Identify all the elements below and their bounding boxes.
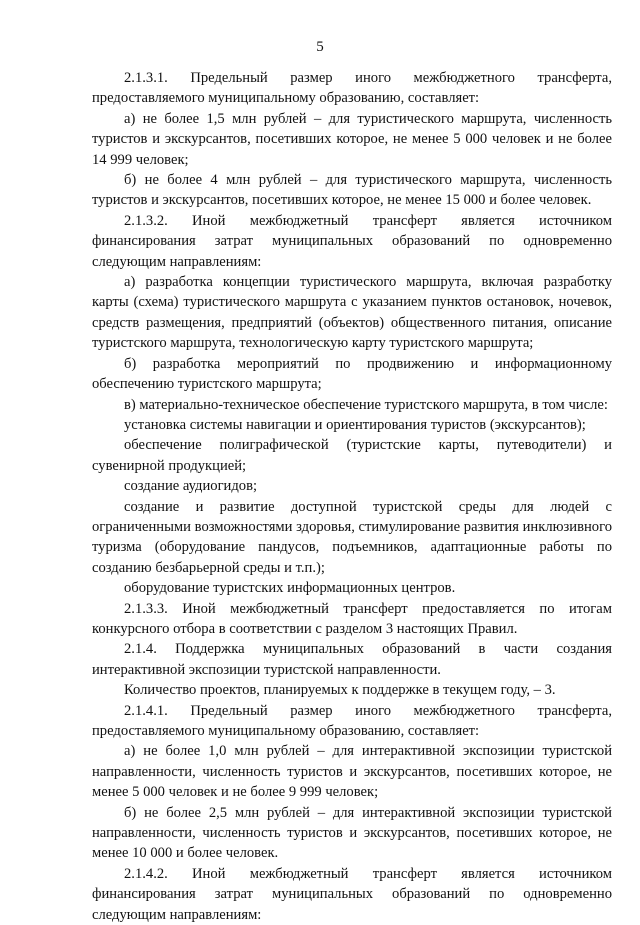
paragraph-audioguides: создание аудиогидов; xyxy=(124,478,258,495)
paragraph-item-v-material: в) материально-техническое обеспечение туристского маршрута, в том числе: xyxy=(124,396,608,413)
page-number: 5 xyxy=(316,39,324,55)
paragraph-item-a-concept: а) разработка концепции туристического маршрута, включая разработку карты (схема) туристического маршрута с указанием пунктов остановок, ночевок, средств размещения, предприятий (объектов) общественного питания, описание туристского маршрута, технологическую карту туристского маршрута; xyxy=(92,274,612,352)
paragraph-2-1-3-3: 2.1.3.3. Иной межбюджетный трансферт предоставляется по итогам конкурсного отбора в соответствии с разделом 3 настоящих Правил. xyxy=(92,600,612,637)
paragraph-info-centers: оборудование туристских информационных центров. xyxy=(124,580,456,597)
paragraph-item-b-2-5mln: б) не более 2,5 млн рублей – для интерактивной экспозиции туристской направленности, численность туристов и экскурсантов, посетивших которое, не менее 10 000 и более человек. xyxy=(92,804,612,862)
paragraph-item-a-1-5mln: а) не более 1,5 млн рублей – для туристического маршрута, численность туристов и экскурсантов, посетивших которое, не менее 5 000 человек и не более 14 999 человек; xyxy=(92,110,612,168)
paragraph-navigation: установка системы навигации и ориентирования туристов (экскурсантов); xyxy=(124,416,586,433)
paragraph-2-1-4: 2.1.4. Поддержка муниципальных образований в части создания интерактивной экспозиции туристской направленности. xyxy=(92,641,612,678)
paragraph-item-b-promotion: б) разработка мероприятий по продвижению и информационному обеспечению туристского маршрута; xyxy=(92,355,612,393)
paragraph-2-1-3-2: 2.1.3.2. Иной межбюджетный трансферт является источником финансирования затрат муниципальных образований по одновременно следующим направлениям: xyxy=(92,212,612,270)
paragraph-printing: обеспечение полиграфической (туристские карты, путеводители) и сувенирной продукцией; xyxy=(92,437,612,474)
paragraph-2-1-4-2: 2.1.4.2. Иной межбюджетный трансферт является источником финансирования затрат муниципальных образований по одновременно следующим направлениям: xyxy=(92,865,612,923)
document-body xyxy=(92,68,612,925)
paragraph-2-1-4-1: 2.1.4.1. Предельный размер иного межбюджетного трансферта, предоставляемого муниципальному образованию, составляет: xyxy=(92,702,612,739)
paragraph-item-b-4mln: б) не более 4 млн рублей – для туристического маршрута, численность туристов и экскурсантов, посетивших которое, не менее 15 000 и более человек. xyxy=(92,172,612,209)
paragraph-accessible-environment: создание и развитие доступной туристской среды для людей с ограниченными возможностями здоровья, стимулирование развития инклюзивного туризма (оборудование пандусов, подъемников, адаптационные работы по созданию безбарьерной среды и т.п.); xyxy=(92,498,612,576)
paragraph-item-a-1-0mln: а) не более 1,0 млн рублей – для интерактивной экспозиции туристской направленности, численность туристов и экскурсантов, посетивших которое, не менее 5 000 человек и не более 9 999 человек; xyxy=(92,743,612,801)
paragraph-project-count: Количество проектов, планируемых к поддержке в текущем году, – 3. xyxy=(124,682,556,699)
paragraph-2-1-3-1: 2.1.3.1. Предельный размер иного межбюджетного трансферта, предоставляемого муниципальному образованию, составляет: xyxy=(92,70,612,107)
